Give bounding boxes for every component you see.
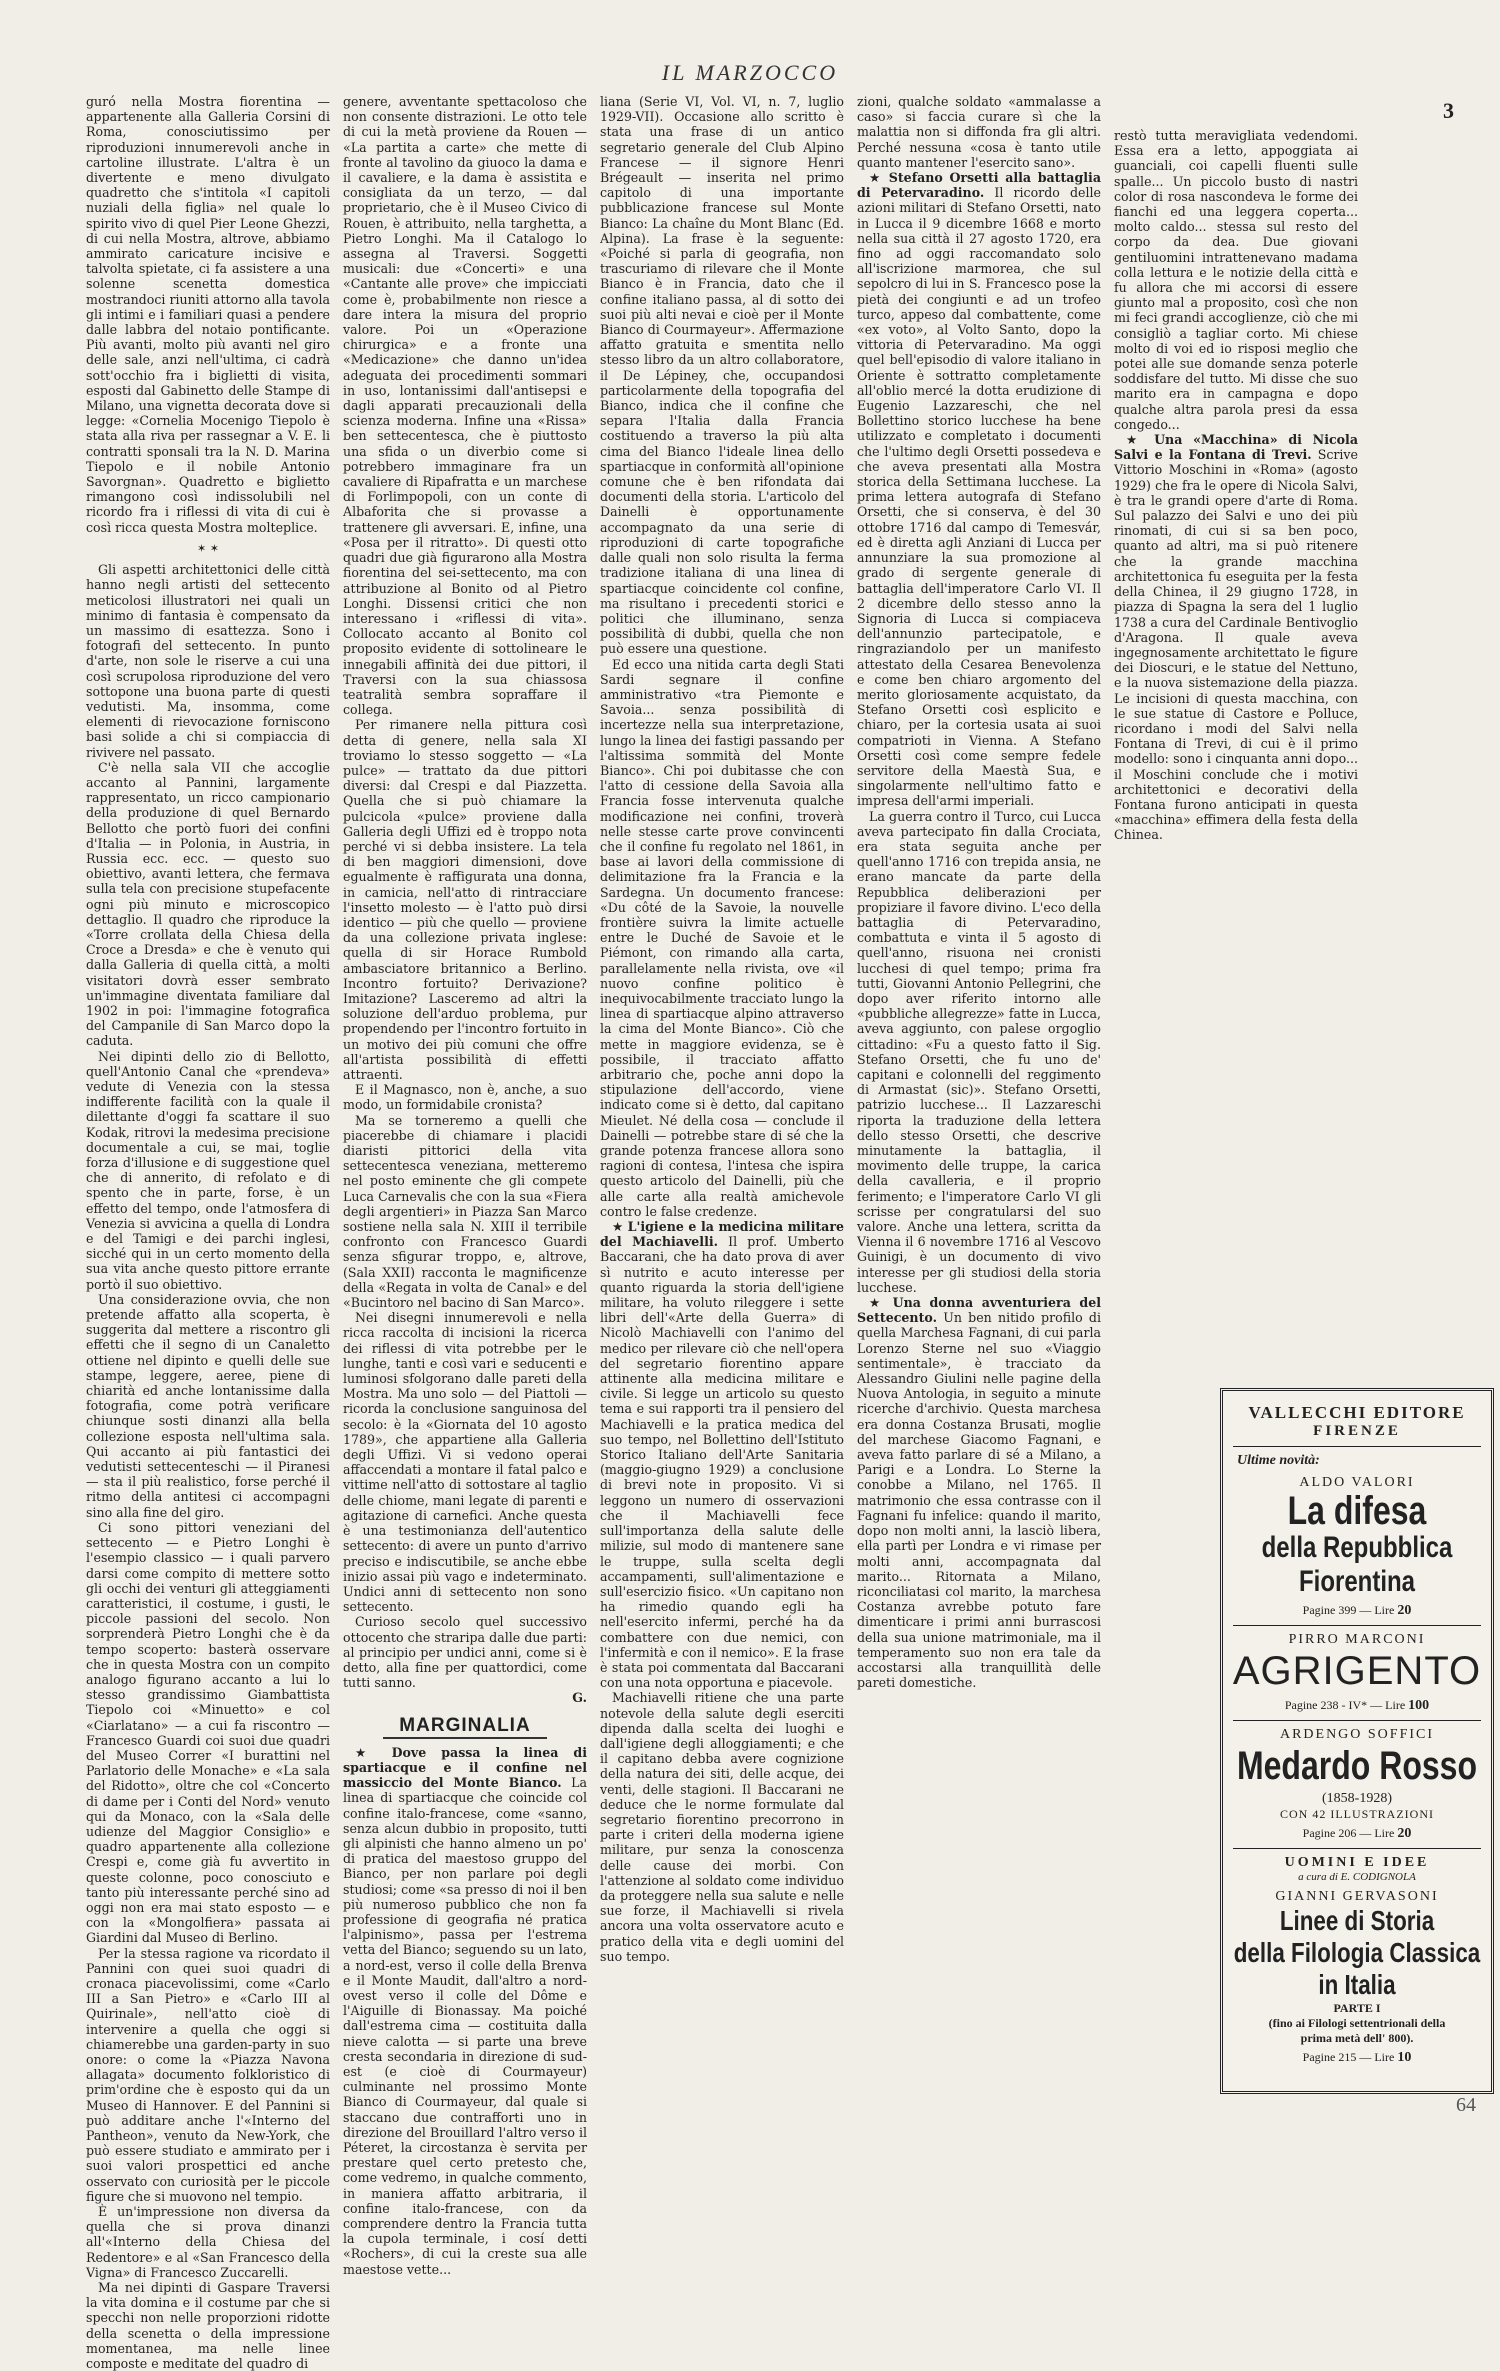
ad-book-years: (1858-1928) — [1322, 1791, 1392, 1806]
ad-rule — [1233, 1848, 1481, 1849]
ad-book-author: ARDENGO SOFFICI — [1279, 1727, 1435, 1742]
ad-book-subtitle: (fino ai Filologi settentrionali della — [1268, 2016, 1446, 2030]
paragraph: E il Magnasco, non è, anche, a suo modo, un formidabile cronista? — [343, 1082, 587, 1113]
column-3 — [600, 94, 844, 2104]
ad-book-title: Medardo Rosso — [1236, 1744, 1478, 1788]
paragraph: Ma se torneremo a quelli che piacerebbe di chiamare i placidi diaristi pittorici della vita settecentesca veneziana, metteremo nel posto eminente che gli compete Luca Carnevalis che con la sua «Fiera degli argentieri» in Piazza San Marco sostiene nella sala N. XIII il terribile confronto con Francesco Guardi senza sfigurar troppo, e, altrove, (Sala XXII) racconta le magnificenze della «Regata in volta de Canal» e del «Bucintoro nel bacino di San Marco». — [343, 1112, 587, 1311]
ad-price-value: 20 — [1397, 1826, 1412, 1841]
author-signature: G. — [572, 1690, 587, 1706]
ad-new-releases-label: Ultime novità: — [1237, 1453, 1320, 1468]
paragraph: guró nella Mostra fiorentina — appartenente alla Galleria Corsini di Roma, conosciutissimo per riproduzioni innumerevoli anche in cartoline illustrate. L'altra è un divertente e meno divulgato quadretto che s'intitola «I capitoli nuziali della figlia» nel quale lo spirito vivo di quel Pier Leone Ghezzi, di cui nella Mostra, altrove, abbiamo ammirato caricature incisive e talvolta spietate, ci fa assistere a una solenne scenetta domestica mostrandoci riuniti attorno alla tavola gli intimi e i familiari quasi a pendere dalle labbra del notaio pontificante. Più avanti, molto più avanti nel giro delle sale, anzi nell'ultima, ci cadrà sott'occhio fra i biglietti di visita, esposti dal Gabinetto delle Stampe di Milano, una vignetta decorata dove si legge: «Cornelia Mocenigo Tiepolo è stata alla riva per rassegnar a V. E. li contratti sponsali tra la N. D. Marina Tiepolo e il nobile Antonio Savorgnan». Quadretto e biglietto rimangono così indissolubili nel ricordo fra i riflessi di vita di cui è così ricca questa Mostra molteplice. — [86, 94, 330, 535]
marginalia-item-title: L'igiene e la medicina militare del Machiavelli. — [600, 1219, 844, 1250]
column-4 — [857, 94, 1101, 2104]
paragraph: Gli aspetti architettonici delle città hanno negli artisti del settecento meticolosi illustratori nei quali un minimo di fantasia è compensato da un massimo di esattezza. Sono i fotografi del settecento. In punto d'arte, non sole le riserve a cui una così scrupolosa riproduzione del vero sottopone una buona parte di questi vedutisti. Ma, insomma, come elementi di rievocazione forniscono basi solide a chi si compiaccia di rivivere nel passato. — [86, 562, 330, 760]
paragraph: Ma nei dipinti di Gaspare Traversi la vita domina e il costume par che si specchi non nelle proporzioni ridotte della scenetta o della impressione momentanea, ma nelle linee composte e meditate del quadro di — [86, 2280, 330, 2371]
ad-price-value: 10 — [1397, 2050, 1412, 2065]
ad-book-title: AGRIGENTO — [1232, 1649, 1482, 1693]
paragraph: Ci sono pittori veneziani del settecento — e Pietro Longhi è l'esempio classico — i quali parvero darsi come compito di mettere sotto gli occhi dei venturi gli atteggiamenti caratteristici, il costume, i gusti, le piccole passioni del secolo. Non sorprenderà Pietro Longhi che è da tempo scoperto: basterà osservare che in questa Mostra con un compito analogo figurano accanto a lui lo stesso grandissimo Giambattista Tiepolo coi «Minuetto» e col «Ciarlatano» — a cui fa riscontro — Francesco Guardi coi suoi due quadri del Museo Correr «I burattini nel Parlatorio delle Monache» e «La sala del Ridotto», oltre che col «Concerto di dame per i Conti del Nord» venuto qui da Monaco, con la «Sala delle udienze del Maggior Consiglio» e quadro appartenente alla collezione Crespi e, come già fu avvertito in queste colonne, poco conosciuto e tanto più interessante perché sino ad oggi non era mai stato esposto — e con la «Mongolfiera» passata ai Giardini dal Museo di Berlino. — [86, 1519, 330, 1946]
paragraph: restò tutta meravigliata vedendomi. Essa era a letto, appoggiata ai guanciali, coi capelli fluenti sulle spalle... Un piccolo busto di nastri color di rosa nascondeva le forme dei fianchi ed una leggera coperta... molto caldo... stessa sul resto del corpo da dea. Due giovani gentiluomini intrattenevano madama colla lettura e le notizie della città e fu allora che mi accorsi di essere giunto mal a proposito, così che non mi feci grandi accoglienze, ciò che mi consigliò a tagliar corto. Mi chiese molto di voi ed io risposi meglio che potei alle sue domande senza poterle soddisfare del tutto. Mi disse che suo marito era in campagna e dopo qualche altra parola presi da essa congedo... — [1114, 128, 1358, 432]
paragraph: Curioso secolo quel successivo ottocento che straripa dalle due parti: al principio per undici anni, come si è detto, alla fine per quattordici, come tutti sanno. — [343, 1614, 587, 1691]
paragraph: Nei dipinti dello zio di Bellotto, quell'Antonio Canal che «prendeva» vedute di Venezia con la stessa indifferente facilità con la quale il dilettante d'oggi fa scattare il suo Kodak, ritrovi la medesima precisione documentale a cui, se mai, toglie forza d'illusione e di suggestione quel che di annerito, di refolato e di spento che in parte, forse, è un effetto del tempo, onde l'atmosfera di Venezia si avvicina a quella di Londra e del Tamigi e dei parchi inglesi, sicché qui in un certo momento della sua vita anche questo pittore errante portò il suo obiettivo. — [86, 1048, 330, 1292]
ad-rule — [1233, 1720, 1481, 1721]
marginalia-item — [857, 1295, 1101, 1690]
paragraph: zioni, qualche soldato «ammalasse a caso» si faccia curare sì che la malattia non si diffonda fra gli altri. Perché nessuna «cosa è tanto utile quanto mantener l'esercito sano». — [857, 94, 1101, 170]
ad-book-part: PARTE I — [1333, 2001, 1381, 2015]
ad-pages: Pagine 399 — Lire — [1302, 1603, 1395, 1617]
paragraph: liana (Serie VI, Vol. VI, n. 7, luglio 1929-VII). Occasione allo scritto è stata una frase di un antico segretario generale del Club Alpino Francese — il signore Henri Brégeault — inserita nel primo capitolo di una importante pubblicazione francese sul Monte Bianco: La chaîne du Mont Blanc (Ed. Alpina). La frase è la seguente: «Poiché si parla di geografia, non trascuriamo di rilevare che il Monte Bianco è in Francia, dato che il confine italiano passa, al di sotto dei suoi più alti nevai e cioè per il Monte Bianco di Courmayeur». Affermazione affatto gratuita e smentita nello stesso libro da un altro collaboratore, il De Lépiney, che, occupandosi particolarmente della topografia del Bianco, indica che il confine che separa l'Italia dalla Francia costituendo a traverso la più alta cima del Bianco l'ideale linea dello spartiacque in conformità all'opinione comune che è ben rifondata dai documenti della storia. L'articolo del Dainelli è opportunamente accompagnato da una serie di riproduzioni di carte topografiche dalle quali non solo risulta la ferma tradizione italiana di una linea di spartiacque coincidente col confine, ma risultano i precedenti storici e politici che illuminano, senza possibilità di dubbi, quella che non può essere una questione. — [600, 94, 844, 657]
masthead: IL MARZOCCO — [661, 60, 839, 85]
paragraph: Per la stessa ragione va ricordato il Pannini con quei suoi quadri di cronaca piacevolissimi, come «Carlo III a San Pietro» e «Carlo III al Quirinale», nell'atto cioè di intervenire a quella che oggi si chiamerebbe una garden-party in suo onore: o come la «Piazza Navona allagata» documento folkloristico di prim'ordine che è esposto qui da un Museo di Hannover. E del Pannini si può additare anche l'«Interno del Pantheon», venuto da New-York, che può essere studiato e ammirato per i suoi valori prospettici ed anche osservato con curiosità per le piccole figure che si muovono nel tempio. — [86, 1945, 330, 2204]
ad-price-value: 100 — [1408, 1698, 1430, 1713]
ad-book-price — [1223, 1698, 1491, 1714]
publisher-advertisement — [1220, 1388, 1494, 2094]
marginalia-item-title: Stefano Orsetti alla battaglia di Petervaradino. — [857, 170, 1101, 201]
column-5 — [1114, 128, 1358, 1368]
paragraph: È un'impressione non diversa da quella che si prova dinanzi all'«Interno della Chiesa del Redentore» e al «San Francesco della Vigna» di Francesco Zuccarelli. — [86, 2204, 330, 2280]
ad-series-curator: a cura di E. CODIGNOLA — [1298, 1871, 1416, 1883]
ad-book-price — [1223, 1603, 1491, 1619]
ad-book-price — [1223, 1826, 1491, 1842]
marginalia-item-title: Una «Macchina» di Nicola Salvi e la Fontana di Trevi. — [1114, 432, 1358, 463]
star-icon: ★ — [1126, 432, 1155, 448]
ad-series-name: UOMINI E IDEE — [1284, 1855, 1430, 1870]
ad-price-value: 20 — [1397, 1603, 1412, 1618]
paragraph: La guerra contro il Turco, cui Lucca aveva partecipato fin dalla Crociata, era stata seguita anche per quell'anno 1716 con trepida ansia, ne erano mancate da parte della Repubblica deliberazioni per propiziare il favore divino. L'eco della battaglia di Petervaradino, combattuta e vinta il 5 agosto di quell'anno, risuona nei cronisti lucchesi di quel tempo; prima fra tutti, Giovanni Antonio Pellegrini, che dopo aver riferito intorno alle «pubbliche allegrezze» fatte in Lucca, aveva aggiunto, con palese orgoglio cittadino: «Fu a questo fatto il Sig. Stefano Orsetti, che fu uno de' capitani e colonnelli del reggimento di Armastat (sic)». Stefano Orsetti, patrizio lucchese... Il Lazzareschi riporta la traduzione della lettera dello stesso Orsetti, che descrive minutamente la battaglia, il movimento delle truppe, la carica della cavalleria, e il proprio ferimento; e l'imperatore Carlo VI gli scrisse per congratularsi del suo valore. Anche una lettera, scritta da Vienna il 6 novembre 1716 al Vescovo Guinigi, è un documento di vivo interesse per gli studiosi della storia lucchese. — [857, 808, 1101, 1295]
marginalia-item-body: Un ben nitido profilo di quella Marchesa Fagnani, di cui parla Lorenzo Sterne nel suo «Viaggio sentimentale», è tracciato da Alessandro Giulini nelle pagine della Nuova Antologia, in seguito a minute ricerche d'archivio. Questa marchesa era donna Costanza Brusati, moglie del marchese Giacomo Fagnani, e aveva fatto parlare di sé a Milano, a Parigi e a Londra. Lo Sterne la conobbe a Milano, nel 1765. Il matrimonio che essa contrasse con il Fagnani fu infelice: quando il marito, dopo non molti anni, la lasciò libera, ella partì per Londra e vi rimase per molti anni, accompagnata dal marito... Ritornata a Milano, riconciliatasi col marito, la marchesa Costanza avrebbe potuto fare dimenticare i primi anni burrascosi della sua unione matrimoniale, ma il temperamento suo non era tale da accostarsi alla tranquillità delle pareti domestiche. — [857, 1310, 1102, 1691]
marginalia-item-body: La linea di spartiacque che coincide col confine italo-francese, come «sanno, senza alcun dubbio in proposito, tutti gli alpinisti che hanno almeno un po' di pratica del maestoso gruppo del Bianco, per non parlare poi degli studiosi; come «sa presso di noi il ben più numeroso pubblico che non fa professione di geografia né pratica l'alpinismo», passa per l'estrema vetta del Bianco; seguendo su un lato, a nord-est, verso il colle della Brenva e il Monte Maudit, dall'altro a nord-ovest verso il colle del Dôme e l'Aiguille di Bionassay. Ma poiché dall'estrema cima — costituita dalla nieve calotta — si parte una breve cresta secondaria in direzione di sud-est (e cioè di Courmayeur) culminante nel prossimo Monte Bianco di Courmayeur, dal quale si staccano due contrafforti uno in direzione del Brouillard l'altro verso il Péteret, la circostanza è servita per prestare quel certo pretesto che, come vedremo, in qualche commento, in maniera affatto arbitraria, il confine italo-francese, con da comprendere dentro la Francia tutta la cupola terminale, i cosí detti «Rochers», di cui la creste sua alle maestose vette... — [343, 1775, 587, 2277]
paragraph: Machiavelli ritiene che una parte notevole della salute degli eserciti dipenda dalla scelta dei luoghi e dall'igiene degli alloggiamenti; e che il capitano debba avere cognizione della natura dei siti, delle acque, dei venti, delle stagioni. Il Baccarani ne deduce che le norme formulate dal segretario fiorentino precorrono in parte i criteri della moderna igiene militare, pur senza la conoscenza delle cause dei morbi. Con l'attenzione al soldato come individuo da proteggere nella sua salute e nelle sue forze, il Machiavelli si rivela ancora una volta osservatore acuto e pratico della vita e degli uomini del suo tempo. — [600, 1690, 844, 1964]
marginalia-item — [857, 170, 1101, 809]
paragraph: genere, avventante spettacoloso che non consente distrazioni. Le otto tele di cui la metà proviene da Rouen — «La partita a carte» che mette di fronte al tavolino da giuoco la dama e il cavaliere, e la dama è assistita e consigliata da un terzo, — dal proprietario, che è il Museo Civico di Rouen, è attribuito, nella targhetta, a Pietro Longhi. Ma il Catalogo lo assegna al Traversi. Soggetti musicali: due «Concerti» e una «Cantante alle prove» che impicciati come è, probabilmente non riesce a dare intera la misura del proprio valore. Poi un «Operazione chirurgica» e a fronte una «Medicazione» che danno un'idea adeguata dei procedimenti sommari in uso, lontanissimi dall'antisepsi e dagli apparati precauzionali della scienza moderna. Infine una «Rissa» ben settecentesca, che è piuttosto una sfida o un diverbio come si potrebbero immaginare fra un cavaliere di Ripafratta e un marchese di Forlimpopoli, con un conte di Albaforita che si provasse a trattenere gli avversari. E, infine, una «Posa per il ritratto». Di questi otto quadri due già figurarono alla Mostra fiorentina del sei-settecento, ma con attribuzione al Bonito od al Pietro Longhi. Dissensi critici che non interessano i «riflessi di vita». Collocato accanto al Bonito col proposito evidente di sottolineare le innegabili affinità dei due pittori, il Traversi con la sua chiassosa teatralità sembra sopraffare il collega. — [343, 94, 587, 718]
ad-book-title: Linee di Storia — [1279, 1905, 1435, 1936]
star-icon: ★ — [869, 1295, 893, 1311]
paragraph: Una considerazione ovvia, che non pretende affatto alla scoperta, è suggerita dal mettere a riscontro gli effetti che il segno di un Canaletto ottiene nel dipinto e quelli delle sue stampe, leggere, aeree, piene di chiarità ed anche lontanissime dalla fotografia, come potrà verificare chiunque sosti dinanzi alla bella collezione esposta nell'ultima sala. Qui accanto ai più fantastici dei vedutisti settecenteschi — il Piranesi — sta il più realistico, forse perché il ritmo della antitesi ci accompagni sino alla fine del giro. — [86, 1291, 330, 1520]
marginalia-item-body: Scrive Vittorio Moschini in «Roma» (agosto 1929) che fra le opere di Nicola Salvi, è tra le grandi opere d'arte di Roma. Sul palazzo dei Salvi e uno dei più rinomati, di cui si sa ben poco, quanto ad altri, ma si può ritenere che la grande macchina architettonica fu eseguita per la festa della Chinea, il 29 giugno 1728, in piazza di Spagna la sera del 1 luglio 1738 a cura del Cardinale Bentivoglio d'Aragona. Il quale aveva ingegnosamente architettato le figure dei Dioscuri, e le statue del Nettuno, e la nuova sistemazione della piazza. Le incisioni di questa macchina, con le sue statue di Castore e Polluce, ricordano i modi del Salvi nella Fontana di Trevi, di cui è il primo modello: sono i cinquanta anni dopo... il Moschini conclude che i motivi architettonici e decorativi della Fontana furono anticipati in questa «macchina» effimera della festa della Chinea. — [1114, 447, 1358, 843]
ad-pages: Pagine 238 - IV* — Lire — [1284, 1698, 1406, 1712]
ad-rule — [1233, 1446, 1481, 1447]
ad-book-title: La difesa — [1287, 1489, 1427, 1533]
ad-book-author: GIANNI GERVASONI — [1275, 1889, 1439, 1904]
paragraph: C'è nella sala VII che accoglie accanto al Pannini, largamente rappresentato, un ricco campionario della produzione di quel Bernardo Bellotto che portò fuori dei confini d'Italia — in Polonia, in Austria, in Russia ecc. ecc. — questo suo obiettivo, avanti lettera, che fermava sulla tela con precisione stupefacente ogni più minuto e microscopico dettaglio. Il quadro che riproduce la «Torre crollata della Chiesa della Croce a Dresda» e che è venuto qui dalla Galleria di quella città, a molti visitatori dovrà esser sembrato un'immagine diventata familiare dal 1902 in poi: l'immagine fotografica del Campanile di San Marco dopo la caduta. — [86, 759, 330, 1049]
column-2 — [343, 94, 587, 2277]
marginalia-item — [1114, 432, 1358, 842]
star-icon: ★ — [612, 1219, 628, 1235]
ad-book-illustrations: CON 42 ILLUSTRAZIONI — [1280, 1807, 1434, 1821]
section-rule — [383, 1737, 547, 1739]
paragraph: Ed ecco una nitida carta degli Stati Sardi segnare il confine amministrativo «tra Piemonte e Savoia... senza possibilità di incertezze nella sua interpretazione, lungo la linea dei fastigi passando per l'altissima sommità del Monte Bianco». Chi poi dubitasse che con l'atto di cessione della Savoia alla Francia fosse intervenuta qualche modificazione nei confini, troverà nelle stesse carte prove convincenti che il confine fu regolato nel 1861, in base ai lavori della commissione di delimitazione fra la Francia e la Sardegna. Un documento francese: «Du côté de la Savoie, la nouvelle frontière suivra la limite actuelle entre le Duché de Savoie et le Piémont, con rimando alla carta, parallelamente nella rivista, ove «il nuovo confine politico è inequivocabilmente tracciato lungo la linea di spartiacque alpino attraverso la cima del Monte Bianco». Ciò che mette in maggiore evidenza, se è possibile, il tracciato affatto arbitrario che, poche anni dopo la stipulazione dell'accordo, viene indicato come si è detto, dal capitano Mieulet. Né della cosa — conclude il Dainelli — potrebbe stare di sé che la grande potenza francese allora sono ragioni di contesa, l'intesa che ispira questo articolo del Dainelli, più che alle carte alla realtà amichevole contro le false credenze. — [600, 656, 844, 1219]
section-title-marginalia: MARGINALIA — [399, 1714, 531, 1736]
star-icon: ★ — [869, 170, 889, 186]
paragraph: Per rimanere nella pittura così detta di genere, nella sala XI troviamo lo stesso soggetto — «La pulce» — trattato da due pittori diversi: dal Crespi e dal Piazzetta. Quella che si può chiamare la pulcicola «pulce» proviene dalla Galleria degli Uffizi ed è troppo nota perché vi si debba insistere. La tela di ben maggiori dimensioni, dove egualmente è raffigurata una donna, in camicia, nell'atto di rintracciare l'insetto molesto — è l'atto può dirsi identico — più che quello — proviene da una collezione privata inglese: quella di sir Horace Rumbold ambasciatore britannico a Berlino. Incontro fortuito? Derivazione? Imitazione? Lasceremo ad altri la soluzione dell'arduo problema, pur propendendo per l'incontro fortuito in un motivo dei più comuni che offre all'artista possibilità di effetti attraenti. — [343, 717, 587, 1082]
marginalia-item-title: Una donna avventuriera del Settecento. — [857, 1295, 1102, 1326]
ad-pages: Pagine 215 — Lire — [1302, 2050, 1395, 2064]
marginalia-item — [343, 1745, 587, 2277]
column-1 — [86, 94, 330, 2371]
ad-book-author: ALDO VALORI — [1299, 1475, 1415, 1490]
ad-book-title: della Filologia Classica — [1233, 1937, 1481, 1968]
ad-city: FIRENZE — [1313, 1423, 1401, 1439]
page-number: 3 — [1443, 98, 1454, 123]
marginalia-item-title: Dove passa la linea di spartiacque e il confine nel massiccio del Monte Bianco. — [343, 1744, 587, 1791]
section-separator-icon: ✶ ✶ — [197, 541, 219, 555]
ad-book-title: della Repubblica Fiorentina — [1261, 1531, 1453, 1598]
ad-book-price — [1223, 2050, 1491, 2066]
marginalia-item-body: Il ricordo delle azioni militari di Stefano Orsetti, nato in Lucca il 9 dicembre 1668 e morto nella sua città il 27 agosto 1720, era fino ad oggi raccomandato solo all'iscrizione marmorea, che sul sepolcro di lui in S. Francesco pose la pietà dei congiunti e ad un trofeo turco, appeso dal combattente, come «ex voto», al Volto Santo, dopo la vittoria di Petervaradino. Ma oggi quel bell'episodio di valore italiano in Oriente è sottratto completamente all'oblio mercé la dotta erudizione di Eugenio Lazzareschi, che nel Bollettino storico lucchese ha bene utilizzato e completato i documenti che l'ultimo degli Orsetti possedeva e che aveva presentati alla Mostra storica della Settimana lucchese. La prima lettera autografa di Stefano Orsetti, che si conserva, è del 30 ottobre 1716 dal campo di Temesvár, ed è diretta agli Anziani di Lucca per annunziare la sua promozione al grado di sergente generale di battaglia dell'imperatore Carlo VI. Il 2 dicembre dello stesso anno la Signoria di Lucca si compiaceva dell'annunzio partecipatole, e ringraziandolo per un manifesto attestato della Cesarea Benevolenza e come ben chiaro argomento del merito gloriosamente acquistato, da Stefano Orsetti così esplicito e chiaro, per la cortesia usata ai suoi compatrioti in Vienna. A Stefano Orsetti così come sempre fedele servitore della Maestà Sua, e singolarmente nell'ultimo fatto e impresa dell'armi imperiali. — [857, 185, 1101, 809]
marginalia-item-body: Il prof. Umberto Baccarani, che ha dato prova di aver sì nutrito e acuto interesse per quanto riguarda la storia dell'igiene militare, ha voluto rileggere i sette libri dell'«Arte della Guerra» di Nicolò Machiavelli con l'animo del medico per rilevare ciò che nell'opera del segretario fiorentino appare attinente alla medicina militare e civile. Si legge un articolo su questo tema e sui rapporti tra il pensiero del Machiavelli e la pratica medica del suo tempo, nel Bollettino dell'Istituto Storico Italiano dell'Arte Sanitaria (maggio-giugno 1929) a conclusione di brevi note in proposito. Vi si leggono un numero di osservazioni che il Machiavelli fece sull'importanza della salute delle milizie, sul modo di mantenere sane le truppe, sulla scelta degli accampamenti, sull'alimentazione e sull'esercizio fisico. «Un capitano non ha rimedio quando egli ha nell'esercito infermi, perché ha da combattere con due nemici, con l'infermità e con il nemico». E la frase è stata poi commentata dal Baccarani con una nota opportuna e piacevole. — [600, 1234, 844, 1691]
ad-book-author: PIRRO MARCONI — [1288, 1632, 1426, 1647]
ad-publisher: VALLECCHI EDITORE — [1248, 1403, 1466, 1422]
ad-book-subtitle: prima metà dell' 800). — [1300, 2031, 1414, 2045]
paragraph: Nei disegni innumerevoli e nella ricca raccolta di incisioni la ricerca dei riflessi di vita potrebbe per le lunghe, tanti e così vari e seducenti e luminosi sfolgorano dalle pareti della Mostra. Ma uno solo — del Piattoli — ricorda la conclusione sanguinosa del secolo: è la «Giornata del 10 agosto 1789», che appartiene alla Galleria degli Uffizi. Vi si vedono operai affaccendati a montare il fatal palco e vittime nell'atto di sottostare al taglio delle chiome, mani legate di parenti e agitazione di carnefici. Anche questa è una testimonianza dell'autentico settecento: di avere un punto d'arrivo preciso e indiscutibile, se anche ebbe inizio assai più vago e indeterminato. Undici anni di settecento non sono settecento. — [343, 1310, 587, 1615]
ad-pages: Pagine 206 — Lire — [1302, 1826, 1395, 1840]
handwritten-page-number: 64 — [1456, 2094, 1476, 2116]
ad-book-title: in Italia — [1318, 1969, 1396, 2000]
marginalia-item — [600, 1219, 844, 1690]
ad-rule — [1233, 1625, 1481, 1626]
star-icon: ★ — [355, 1744, 392, 1760]
